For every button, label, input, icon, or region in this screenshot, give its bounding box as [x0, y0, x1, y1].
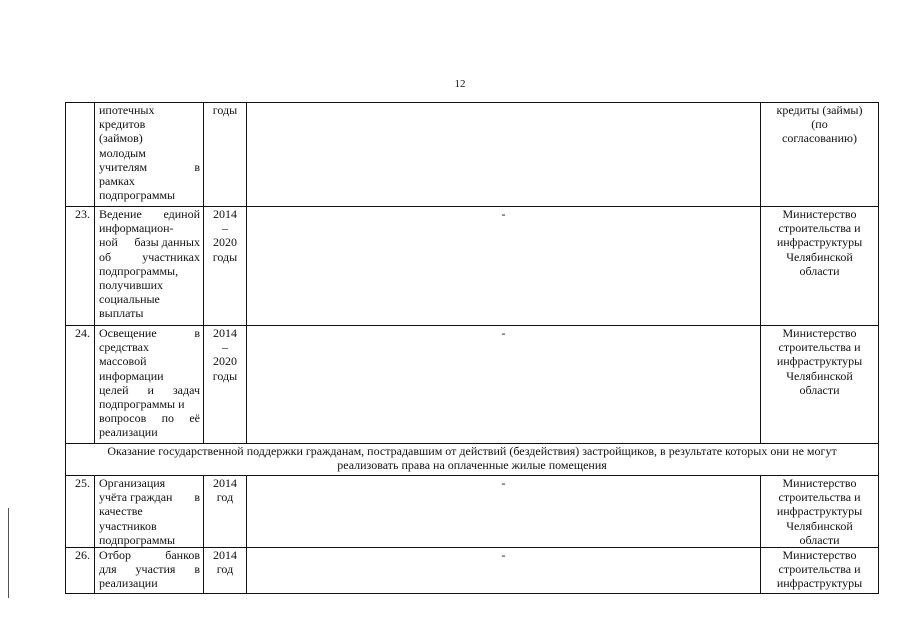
period-line: –: [222, 340, 228, 355]
period: [204, 326, 247, 444]
measure-name-line: подпрограммы: [99, 188, 176, 203]
word: ной: [99, 235, 118, 250]
executor-line: Челябинской: [786, 368, 853, 383]
measure-name-line: [99, 207, 200, 221]
executor-line: строительства и: [778, 340, 861, 355]
word: задач: [172, 382, 200, 397]
measure-name-line: качестве: [99, 504, 143, 519]
row-number: 25.: [66, 476, 95, 548]
row-number: 26.: [66, 548, 95, 594]
word: базы данных: [134, 235, 200, 250]
measure-name-line: (займов): [99, 131, 143, 146]
measure-name-line: подпрограммы,: [99, 263, 179, 278]
executor-line: Министерство: [782, 548, 857, 563]
funding-amount: [247, 103, 761, 207]
executor-line: области: [799, 263, 840, 278]
word: в: [194, 159, 200, 174]
executor-line: инфраструктуры: [776, 354, 863, 369]
word: целей: [99, 382, 129, 397]
word: банков: [165, 548, 200, 563]
measure-name-line: [99, 326, 200, 340]
funding-amount: -: [247, 548, 761, 594]
measure-name-line: молодым: [99, 145, 146, 160]
word: единой: [163, 207, 200, 221]
measure-name-line: участников: [99, 518, 157, 533]
measure-name-line: [99, 548, 200, 562]
executor-line: согласованию): [782, 131, 857, 146]
measure-name-line: реализации: [99, 576, 158, 591]
table-row: [66, 476, 879, 548]
measures-table: [65, 102, 879, 594]
measure-name: [95, 326, 204, 444]
executor: [761, 103, 879, 207]
funding-amount: -: [247, 476, 761, 548]
period-line: 2020: [213, 354, 237, 369]
executor-line: Челябинской: [786, 249, 853, 264]
executor-line: области: [799, 382, 840, 397]
period-line: 2014: [213, 476, 237, 490]
period-line: годы: [212, 103, 238, 117]
table-row: [66, 326, 879, 444]
executor-line: Министерство: [782, 326, 857, 340]
funding-amount: -: [247, 326, 761, 444]
measure-name-line: [99, 383, 200, 397]
measure-name-line: кредитов: [99, 117, 146, 132]
executor-line: строительства и: [778, 221, 861, 236]
executor: [761, 548, 879, 594]
section-header-text: [66, 444, 879, 476]
table-body: [66, 103, 879, 594]
measure-name-line: реализации: [99, 425, 158, 440]
executor-line: Министерство: [782, 207, 857, 221]
period-line: годы: [212, 249, 238, 264]
word: вопросов: [99, 411, 147, 426]
executor: [761, 326, 879, 444]
period-line: –: [222, 221, 228, 236]
measure-name-line: выплаты: [99, 306, 144, 321]
measure-name-line: подпрограммы: [99, 532, 176, 547]
word: по: [161, 411, 175, 426]
measure-name-line: информацион-: [99, 221, 174, 236]
executor-line: инфраструктуры: [776, 235, 863, 250]
word: Ведение: [99, 207, 142, 221]
section-header-line: реализовать права на оплаченные жилые помещения: [337, 458, 607, 473]
measure-name: [95, 103, 204, 207]
word: об: [99, 249, 112, 264]
measure-name: [95, 207, 204, 326]
measure-name-line: массовой: [99, 354, 147, 369]
executor: [761, 476, 879, 548]
section-header-line: Оказание государственной поддержки гражданам, пострадавшим от действий (бездействия) застройщиков, в результате которых они не могут: [107, 444, 837, 458]
measure-name-line: [99, 490, 200, 504]
word: её: [189, 411, 200, 426]
page-number: 12: [454, 78, 466, 90]
period: [204, 103, 247, 207]
row-number: 24.: [66, 326, 95, 444]
executor-line: строительства и: [778, 562, 861, 577]
period: [204, 548, 247, 594]
period-line: год: [216, 490, 234, 505]
executor-line: Челябинской: [786, 518, 853, 533]
executor-line: Министерство: [782, 476, 857, 490]
word: участия: [135, 562, 176, 577]
measure-name-line: [99, 160, 200, 174]
period-line: 2014: [213, 207, 237, 221]
period: [204, 476, 247, 548]
period-line: год: [216, 562, 234, 577]
row-number: 23.: [66, 207, 95, 326]
measure-name-line: [99, 562, 200, 576]
measure-name-line: Организация: [99, 476, 166, 490]
measure-name-line: [99, 235, 200, 249]
word: учителям: [99, 159, 148, 174]
measure-name-line: информации: [99, 368, 164, 383]
word: в: [194, 326, 200, 340]
executor-line: инфраструктуры: [776, 504, 863, 519]
executor-line: области: [799, 532, 840, 547]
executor-line: инфраструктуры: [776, 576, 863, 591]
word: в: [194, 490, 200, 505]
measure-name-line: получивших: [99, 278, 164, 293]
table-row: [66, 103, 879, 207]
word: участниках: [142, 249, 200, 264]
period-line: годы: [212, 368, 238, 383]
measure-name: [95, 476, 204, 548]
measure-name-line: [99, 411, 200, 425]
row-number: [66, 103, 95, 207]
table-row: [66, 548, 879, 594]
margin-scan-mark: [8, 508, 9, 598]
executor-line: строительства и: [778, 490, 861, 505]
funding-amount: -: [247, 207, 761, 326]
word: учёта граждан: [99, 490, 173, 505]
period-line: 2014: [213, 326, 237, 340]
measure-name-line: [99, 250, 200, 264]
executor: [761, 207, 879, 326]
measure-name-line: ипотечных: [99, 103, 155, 117]
word: в: [194, 562, 200, 577]
measure-name: [95, 548, 204, 594]
executor-line: (по: [811, 117, 828, 132]
word: Освещение: [99, 326, 157, 340]
word: для: [99, 562, 117, 577]
word: и: [147, 382, 154, 397]
measure-name-line: социальные: [99, 292, 160, 307]
period-line: 2014: [213, 548, 237, 563]
table-row: [66, 207, 879, 326]
measure-name-line: средствах: [99, 340, 150, 355]
measure-name-line: подпрограммы и: [99, 397, 185, 412]
word: Отбор: [99, 548, 132, 563]
section-header-row: [66, 444, 879, 476]
measure-name-line: рамках: [99, 174, 135, 189]
period-line: 2020: [213, 235, 237, 250]
executor-line: кредиты (займы): [776, 103, 863, 117]
period: [204, 207, 247, 326]
